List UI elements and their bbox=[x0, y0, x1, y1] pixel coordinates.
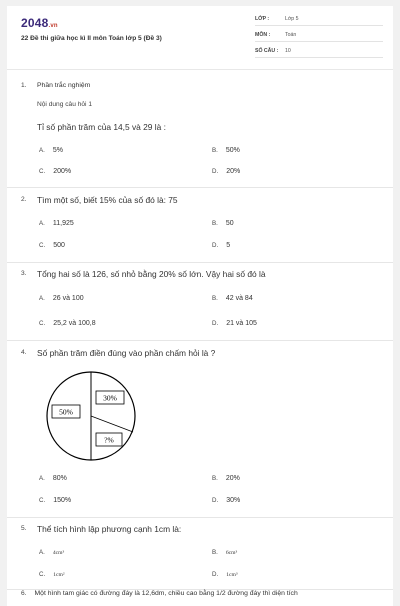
meta-question-count: SỐ CÂU : 10 bbox=[255, 44, 383, 58]
option-a[interactable]: A. 4cm³ bbox=[39, 549, 65, 556]
divider bbox=[7, 340, 393, 341]
option-c[interactable]: C. 500 bbox=[39, 242, 65, 249]
option-b[interactable]: B. 50 bbox=[212, 220, 234, 227]
option-a[interactable]: A. 11,925 bbox=[39, 220, 74, 227]
option-d[interactable]: D. 1cm³ bbox=[212, 571, 238, 578]
exam-title: 22 Đề thi giữa học kì II môn Toán lớp 5 (Đề 3) bbox=[21, 35, 162, 42]
section-sub: Nội dung câu hỏi 1 bbox=[37, 101, 92, 108]
meta-subject: MÔN : Toán bbox=[255, 28, 383, 42]
option-d[interactable]: D. 30% bbox=[212, 497, 241, 504]
label-bottom: ?% bbox=[104, 435, 114, 445]
option-c[interactable]: C. 200% bbox=[39, 168, 72, 175]
divider bbox=[7, 187, 393, 188]
label-left: 50% bbox=[59, 407, 73, 417]
divider bbox=[7, 517, 393, 518]
pie-divider-diagonal bbox=[91, 416, 133, 432]
pie-figure bbox=[40, 370, 150, 462]
divider bbox=[7, 262, 393, 263]
option-a[interactable]: A. 26 và 100 bbox=[39, 295, 84, 302]
site-logo[interactable]: 2048.vn bbox=[21, 16, 58, 30]
option-b[interactable]: B. 50% bbox=[212, 147, 240, 154]
option-d[interactable]: D. 20% bbox=[212, 168, 241, 175]
option-c[interactable]: C. 1cm² bbox=[39, 571, 65, 578]
question-6: 6. Một hình tam giác có đường đáy là 12,6dm, chiều cao bằng 1/2 đường đáy thì diện tích bbox=[21, 590, 298, 597]
option-a[interactable]: A. 80% bbox=[39, 475, 67, 482]
option-d[interactable]: D. 5 bbox=[212, 242, 231, 249]
meta-grade: LỚP : Lớp 5 bbox=[255, 12, 383, 26]
option-b[interactable]: B. 42 và 84 bbox=[212, 295, 253, 302]
exam-page: 2048.vn 22 Đề thi giữa học kì II môn Toán lớp 5 (Đề 3) LỚP : Lớp 5 MÔN : Toán SỐ CÂU : 10 1. Phần trắc nghiệm Nội dung câu hỏi 1 Tỉ số phần trăm của 14,5 và 29 là : A. 5% B. 50% C. 200% D. 20% 2. Tìm một số, biết 15% của số đó là: 75 A. 11,925 B. 50 C. 500 D. 5 3. Tổng hai số là 126, số nhỏ bằng 20% số lớn. Vậy hai số đó là A. 26 và 100 B. 42 và 84 C. 25,2 và 100,8 D. 21 và 105 4. Số phần trăm điền đúng vào phần chấm hỏi là ? 50% 30% ?% A. 80% B. 20% C. 150% D. 30% 5. Thể tích hình lập phương cạnh 1cm là: A. 4cm³ B. 6cm³ C. 1cm² D. 1cm³ 6. Một hình tam giác có đường đáy là 12,6dm, chiều cao bằng 1/2 đường đáy thì diện tích bbox=[7, 6, 393, 606]
option-c[interactable]: C. 25,2 và 100,8 bbox=[39, 320, 96, 327]
option-b[interactable]: B. 6cm³ bbox=[212, 549, 238, 556]
label-top: 30% bbox=[103, 393, 117, 403]
option-b[interactable]: B. 20% bbox=[212, 475, 240, 482]
option-c[interactable]: C. 150% bbox=[39, 497, 72, 504]
exam-header bbox=[7, 6, 393, 70]
option-d[interactable]: D. 21 và 105 bbox=[212, 320, 257, 327]
option-a[interactable]: A. 5% bbox=[39, 147, 63, 154]
